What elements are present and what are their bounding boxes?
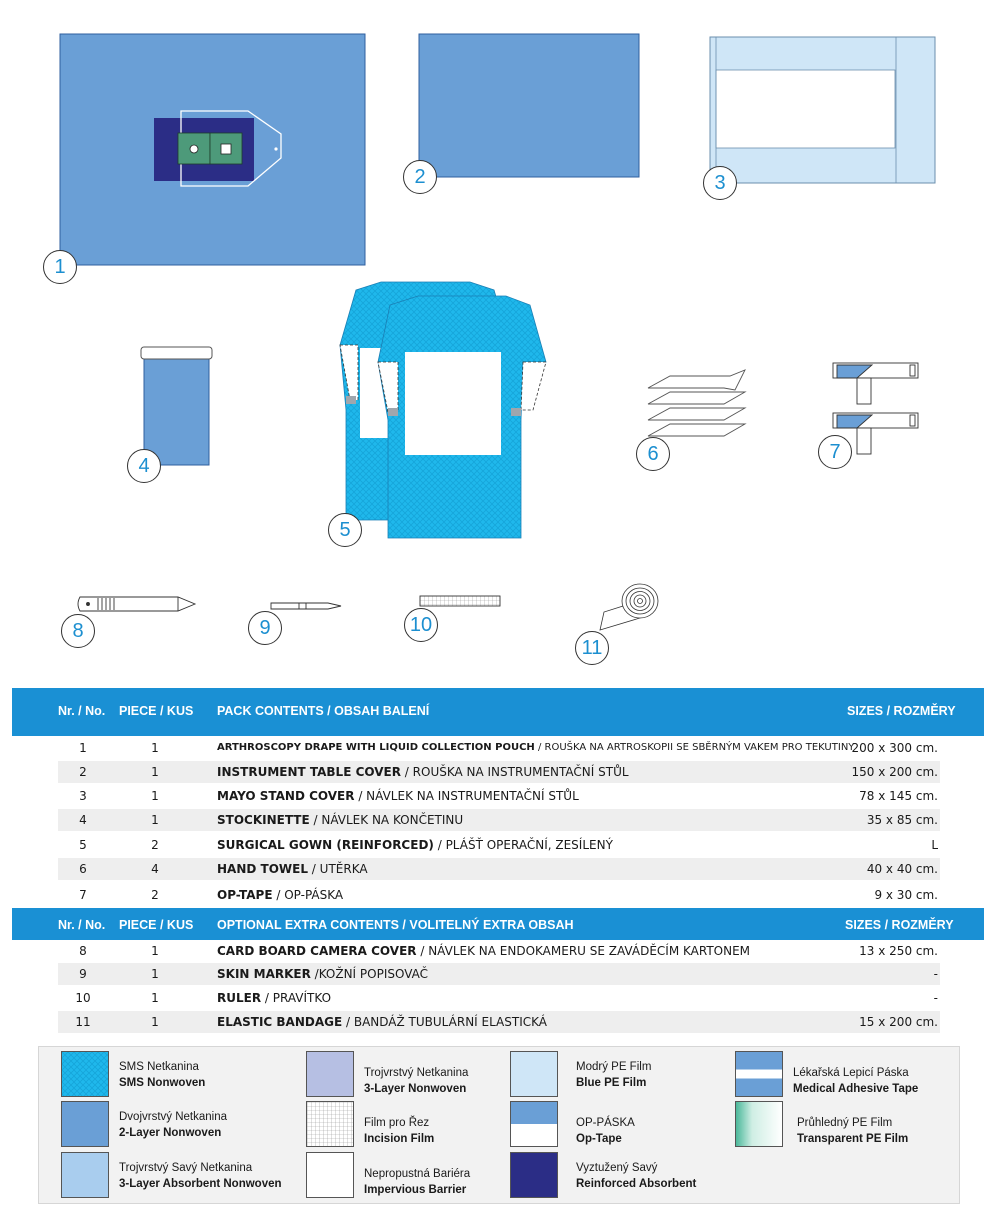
legend-cz: Trojvrstvý Savý Netkanina [119, 1162, 253, 1174]
legend-cz: Lékařská Lepicí Páska [793, 1067, 909, 1079]
table-row [58, 834, 940, 856]
table-row [58, 963, 940, 985]
legend-en: 2-Layer Nonwoven [119, 1127, 222, 1139]
table-row [58, 884, 940, 906]
item-name-cz: / ROUŠKA NA INSTRUMENTAČNÍ STŮL [400, 765, 629, 779]
legend-cz: OP-PÁSKA [576, 1117, 635, 1129]
row-item-name [217, 888, 343, 902]
row-number: 2 [79, 765, 87, 779]
legend-en: Incision Film [364, 1133, 435, 1145]
row-number: 4 [79, 813, 87, 827]
row-size: 9 x 30 cm. [874, 888, 938, 902]
sms-swatch [61, 1051, 109, 1097]
row-item-name [217, 991, 331, 1005]
item-number-badge: 1 [43, 250, 77, 284]
row-size: - [933, 991, 938, 1005]
item-name-en: INSTRUMENT TABLE COVER [217, 765, 401, 779]
table-row [58, 761, 940, 783]
legend-en: SMS Nonwoven [119, 1077, 206, 1089]
row-item-name [217, 944, 750, 958]
item-name-en: STOCKINETTE [217, 813, 310, 827]
hand-towels-drawing [648, 370, 745, 436]
row-item-name [217, 742, 854, 753]
row-pieces: 4 [151, 862, 159, 876]
item-name-en: MAYO STAND COVER [217, 789, 355, 803]
item-number-badge: 5 [328, 513, 362, 547]
item-name-cz: / NÁVLEK NA INSTRUMENTAČNÍ STŮL [354, 789, 579, 803]
legend-en: 3-Layer Nonwoven [364, 1083, 467, 1095]
transparent-pe-swatch [735, 1101, 783, 1147]
row-item-name [217, 813, 463, 827]
legend-cz: Dvojvrstvý Netkanina [119, 1111, 228, 1123]
legend-en: 3-Layer Absorbent Nonwoven [119, 1178, 282, 1190]
instrument-table-cover-drawing [419, 34, 639, 177]
row-pieces: 1 [151, 1015, 159, 1029]
header-piece: PIECE / KUS [119, 918, 194, 932]
item-name-cz: / ROUŠKA NA ARTROSKOPII SE SBĚRNÝM VAKEM PRO TEKUTINY [534, 742, 855, 753]
header-piece: PIECE / KUS [119, 704, 194, 718]
item-number-badge: 2 [403, 160, 437, 194]
table-row [58, 1011, 940, 1033]
row-number: 7 [79, 888, 87, 902]
item-name-en: SKIN MARKER [217, 967, 311, 981]
two-layer-swatch [61, 1101, 109, 1147]
row-size: 78 x 145 cm. [859, 789, 938, 803]
row-number: 8 [79, 944, 87, 958]
table-row [58, 940, 940, 962]
item-name-cz: / PRAVÍTKO [261, 991, 332, 1005]
three-layer-swatch [306, 1051, 354, 1097]
item-name-en: HAND TOWEL [217, 862, 308, 876]
item-name-cz: / PLÁŠŤ OPERAČNÍ, ZESÍLENÝ [433, 838, 613, 852]
incision-film-swatch [306, 1101, 354, 1147]
row-item-name [217, 838, 613, 852]
row-item-name [217, 1015, 547, 1029]
item-name-cz: / NÁVLEK NA ENDOKAMERU SE ZAVÁDĚCÍM KARTONEM [416, 944, 751, 958]
item-number-badge: 8 [61, 614, 95, 648]
grid-pattern-icon [307, 1102, 353, 1146]
item-name-cz: /KOŽNÍ POPISOVAČ [310, 967, 429, 981]
legend-en: Reinforced Absorbent [576, 1178, 697, 1190]
legend-en: Impervious Barrier [364, 1184, 467, 1196]
row-number: 11 [75, 1015, 91, 1029]
item-name-cz: / OP-PÁSKA [272, 888, 344, 902]
row-item-name [217, 862, 368, 876]
item-number-badge: 10 [404, 608, 438, 642]
skin-marker-drawing [271, 603, 341, 609]
item-name-en: OP-TAPE [217, 888, 273, 902]
row-pieces: 1 [151, 741, 159, 755]
item-number-badge: 11 [575, 631, 609, 665]
row-number: 10 [75, 991, 91, 1005]
item-name-en: RULER [217, 991, 262, 1005]
table-row [58, 785, 940, 807]
row-number: 5 [79, 838, 87, 852]
row-pieces: 1 [151, 991, 159, 1005]
legend-cz: Trojvrstvý Netkanina [364, 1067, 469, 1079]
legend-en: Transparent PE Film [797, 1133, 909, 1145]
row-size: 40 x 40 cm. [866, 862, 938, 876]
header-sizes: SIZES / ROZMĚRY [847, 704, 956, 718]
pack-contents-table-header [12, 688, 984, 736]
row-size: 13 x 250 cm. [859, 944, 938, 958]
elastic-bandage-drawing [600, 584, 658, 630]
table-row [58, 858, 940, 880]
item-number-badge: 7 [818, 435, 852, 469]
table-row [58, 809, 940, 831]
legend-en: Blue PE Film [576, 1077, 647, 1089]
item-number-badge: 4 [127, 449, 161, 483]
row-item-name [217, 967, 428, 981]
header-nr: Nr. / No. [58, 704, 106, 718]
item-name-en: SURGICAL GOWN (REINFORCED) [217, 838, 434, 852]
header-nr: Nr. / No. [58, 918, 106, 932]
row-size: 35 x 85 cm. [866, 813, 938, 827]
row-pieces: 2 [151, 838, 159, 852]
item-name-en: ELASTIC BANDAGE [217, 1015, 343, 1029]
row-item-name [217, 789, 579, 803]
item-name-cz: / UTĚRKA [307, 862, 368, 876]
legend-cz: Film pro Řez [364, 1117, 430, 1129]
row-size: - [933, 967, 938, 981]
item-number-badge: 3 [703, 166, 737, 200]
mayo-stand-cover-drawing [710, 37, 935, 183]
row-pieces: 2 [151, 888, 159, 902]
medical-tape-swatch [735, 1051, 783, 1097]
row-pieces: 1 [151, 765, 159, 779]
row-pieces: 1 [151, 944, 159, 958]
row-pieces: 1 [151, 813, 159, 827]
row-size: L [931, 838, 938, 852]
item-name-en: CARD BOARD CAMERA COVER [217, 944, 417, 958]
row-size: 150 x 200 cm. [851, 765, 938, 779]
surgical-gowns-drawing [340, 282, 546, 538]
legend-cz: Nepropustná Bariéra [364, 1168, 471, 1180]
legend-cz: Modrý PE Film [576, 1061, 652, 1073]
header-contents: OPTIONAL EXTRA CONTENTS / VOLITELNÝ EXTRA OBSAH [217, 918, 574, 932]
row-number: 3 [79, 789, 87, 803]
op-tape-swatch [510, 1101, 558, 1147]
legend-en: Medical Adhesive Tape [793, 1083, 919, 1095]
row-size: 15 x 200 cm. [859, 1015, 938, 1029]
row-number: 1 [79, 741, 87, 755]
row-pieces: 1 [151, 789, 159, 803]
header-sizes: SIZES / ROZMĚRY [845, 918, 954, 932]
reinforced-absorbent-swatch [510, 1152, 558, 1198]
table-row [58, 987, 940, 1009]
item-name-cz: / NÁVLEK NA KONČETINU [309, 813, 464, 827]
row-pieces: 1 [151, 967, 159, 981]
header-contents: PACK CONTENTS / OBSAH BALENÍ [217, 704, 430, 718]
item-number-badge: 6 [636, 437, 670, 471]
legend-cz: Průhledný PE Film [797, 1117, 893, 1129]
three-layer-absorbent-swatch [61, 1152, 109, 1198]
row-item-name [217, 765, 629, 779]
ruler-drawing [420, 596, 500, 606]
legend-cz: Vyztužený Savý [576, 1162, 658, 1174]
item-name-cz: / BANDÁŽ TUBULÁRNÍ ELASTICKÁ [342, 1015, 548, 1029]
table-row [58, 737, 940, 759]
camera-cover-drawing [78, 597, 195, 611]
item-name-en: ARTHROSCOPY DRAPE WITH LIQUID COLLECTION POUCH [217, 742, 535, 753]
row-number: 6 [79, 862, 87, 876]
legend-cz: SMS Netkanina [119, 1061, 199, 1073]
item-number-badge: 9 [248, 611, 282, 645]
stockinette-drawing [141, 347, 212, 465]
sms-pattern-icon [62, 1052, 108, 1096]
impervious-barrier-swatch [306, 1152, 354, 1198]
material-legend [38, 1046, 960, 1204]
arthroscopy-drape-drawing [60, 34, 365, 265]
extra-contents-table-header [12, 908, 984, 940]
blue-pe-film-swatch [510, 1051, 558, 1097]
legend-en: Op-Tape [576, 1133, 622, 1145]
row-number: 9 [79, 967, 87, 981]
row-size: 200 x 300 cm. [851, 741, 938, 755]
